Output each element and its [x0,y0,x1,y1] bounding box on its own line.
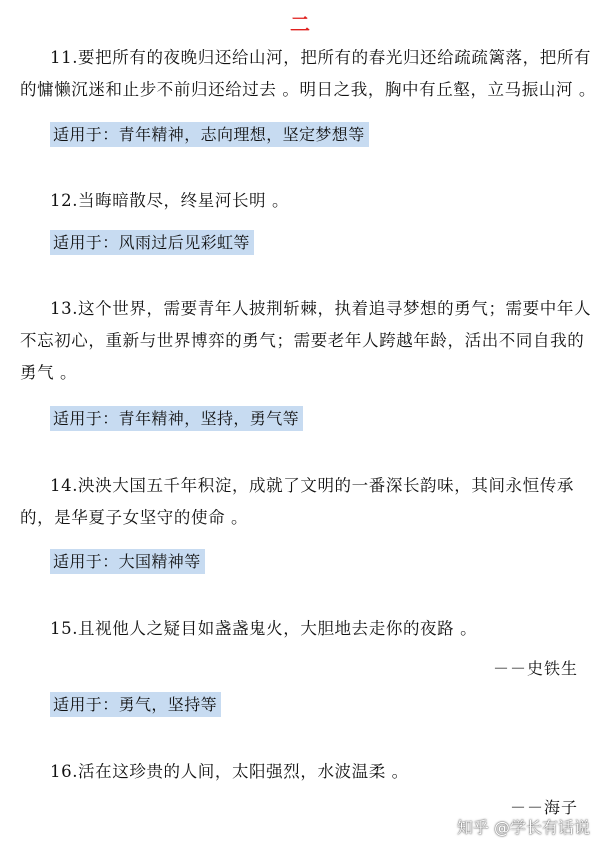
quote-attribution-16: －－海子 [509,798,578,817]
quote-line: 勇气 。 [20,363,78,382]
quote-line: 15.且视他人之疑目如盏盏鬼火，大胆地去走你的夜路 。 [50,619,478,638]
quote-paragraph-13 [20,293,592,389]
quote-line: 12.当晦暗散尽，终星河长明 。 [50,191,290,210]
quote-line: 11.要把所有的夜晚归还给山河，把所有的春光归还给疏疏篱落，把所有 [50,48,592,67]
quote-line: 13.这个世界，需要青年人披荆斩棘，执着追寻梦想的勇气；需要中年人 [50,299,592,318]
quote-line: 的，是华夏子女坚守的使命 。 [20,508,249,527]
watermark: 知乎 @学长有话说 [456,818,590,837]
quote-paragraph-15 [20,613,586,645]
applies-to-highlight-11: 适用于：青年精神，志向理想，坚定梦想等 [50,122,369,147]
applies-to-highlight-14: 适用于：大国精神等 [50,549,205,574]
applies-to-highlight-15: 适用于：勇气，坚持等 [50,692,221,717]
quote-line: 14.泱泱大国五千年积淀，成就了文明的一番深长韵味，其间永恒传承 [50,476,574,495]
quote-line: 16.活在这珍贵的人间，太阳强烈，水波温柔 。 [50,762,409,781]
quote-paragraph-16 [20,756,586,788]
quote-paragraph-12 [20,185,586,217]
applies-to-highlight-13: 适用于：青年精神，坚持，勇气等 [50,406,303,431]
quote-line: 不忘初心，重新与世界博弈的勇气；需要老年人跨越年龄，活出不同自我的 [20,331,585,350]
applies-to-highlight-12: 适用于：风雨过后见彩虹等 [50,230,254,255]
quote-attribution-15: －－史铁生 [492,659,578,678]
quote-paragraph-14 [20,470,586,534]
quote-line: 的慵懒沉迷和止步不前归还给过去 。明日之我，胸中有丘壑，立马振山河 。 [20,80,596,99]
quote-paragraph-11 [20,42,596,106]
section-title: 二 [290,12,310,36]
